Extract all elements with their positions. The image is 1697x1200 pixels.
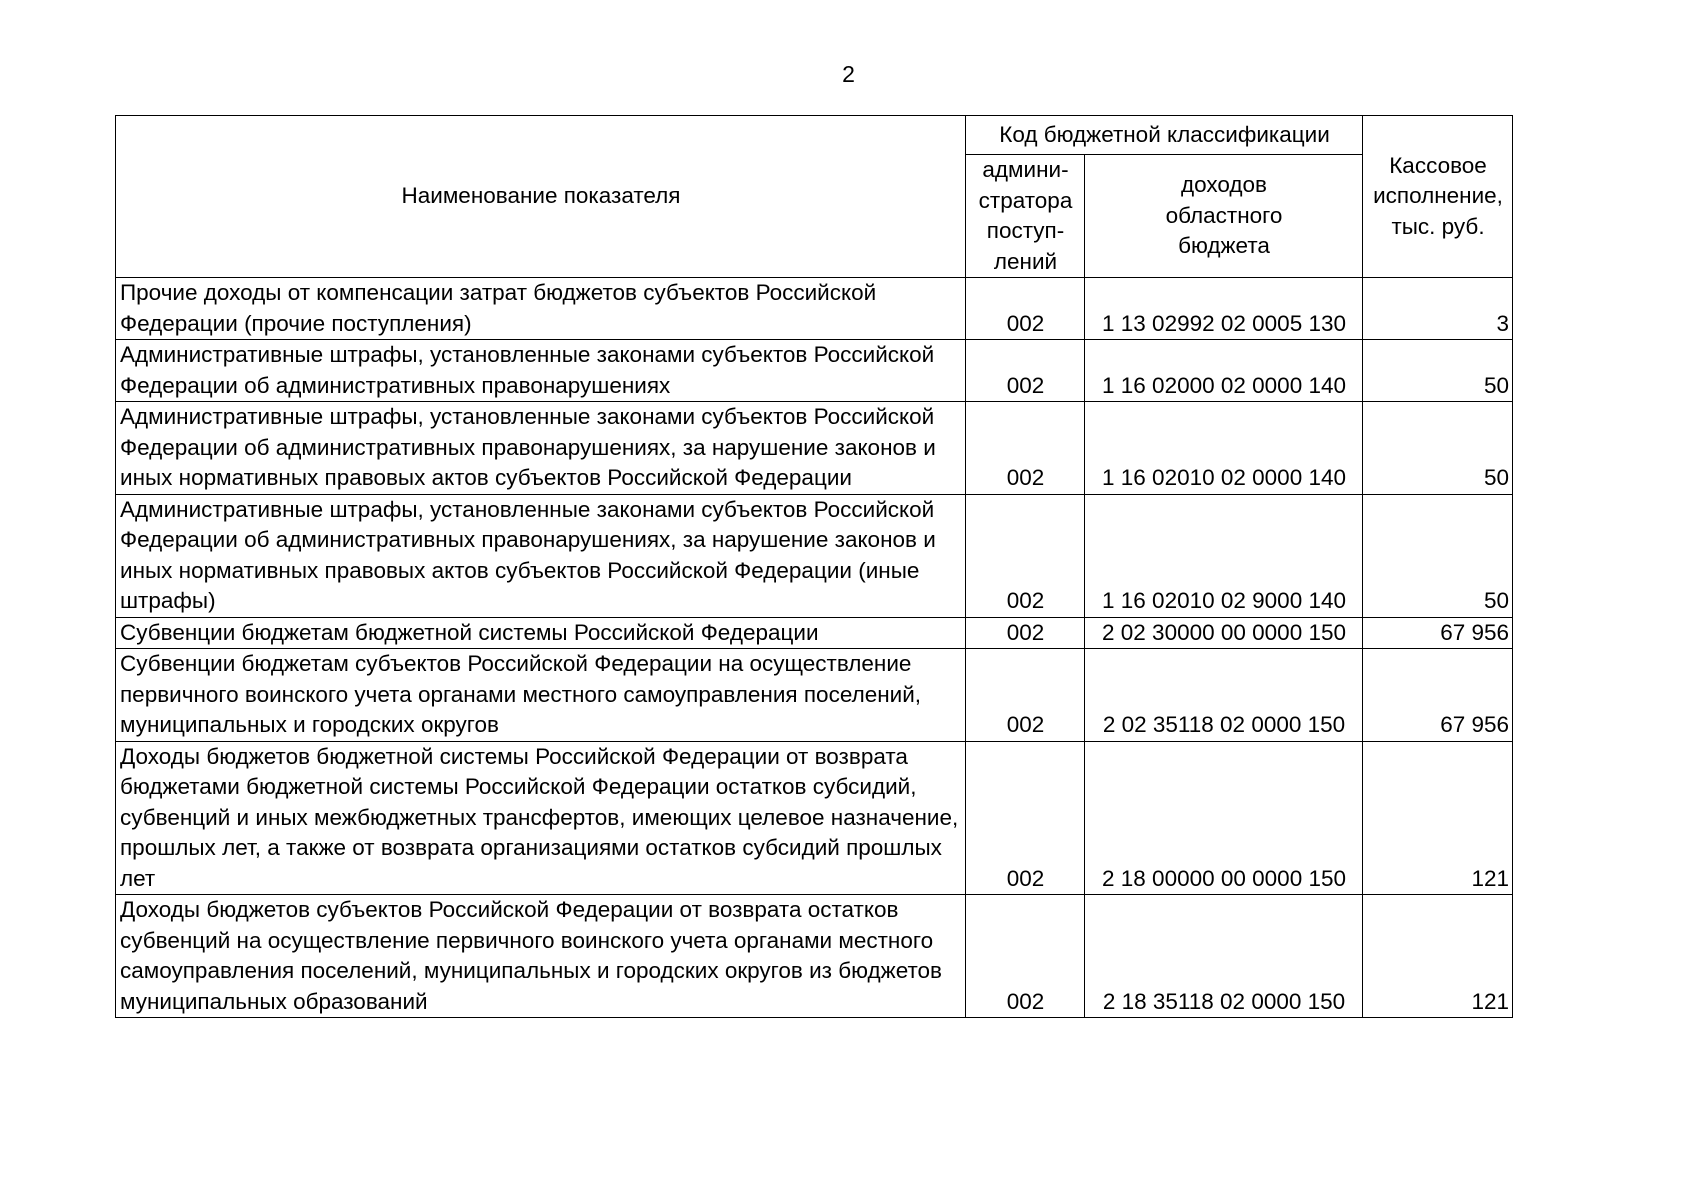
row-indicator-name: Прочие доходы от компенсации затрат бюджетов субъектов Российской Федерации (прочие поступления) [116,278,966,340]
table-row [116,278,1513,340]
table-body [116,278,1513,1018]
row-cash-execution-amount: 67 956 [1363,617,1513,649]
table-header [116,116,1513,278]
row-indicator-name: Доходы бюджетов субъектов Российской Федерации от возврата остатков субвенций на осуществление первичного воинского учета органами местного самоуправления поселений, муниципальных и городских округов из бюджетов муниципальных образований [116,895,966,1018]
table-row [116,649,1513,742]
row-income-code: 2 02 30000 00 0000 150 [1085,617,1363,649]
row-income-code: 1 16 02000 02 0000 140 [1085,340,1363,402]
page-number: 2 [842,61,855,87]
row-administrator-code: 002 [966,617,1085,649]
table-row [116,741,1513,895]
row-cash-execution-amount: 3 [1363,278,1513,340]
row-cash-execution-amount: 121 [1363,741,1513,895]
row-income-code: 2 02 35118 02 0000 150 [1085,649,1363,742]
header-revenue-administrator: админи- стратора поступ- лений [966,155,1085,278]
row-administrator-code: 002 [966,741,1085,895]
row-cash-execution-amount: 50 [1363,402,1513,495]
row-administrator-code: 002 [966,649,1085,742]
row-cash-execution-amount: 121 [1363,895,1513,1018]
row-indicator-name: Административные штрафы, установленные законами субъектов Российской Федерации об административных правонарушениях [116,340,966,402]
header-regional-budget-income: доходов областного бюджета [1085,155,1363,278]
row-administrator-code: 002 [966,895,1085,1018]
row-income-code: 2 18 35118 02 0000 150 [1085,895,1363,1018]
row-income-code: 1 13 02992 02 0005 130 [1085,278,1363,340]
row-cash-execution-amount: 67 956 [1363,649,1513,742]
table-row [116,617,1513,649]
header-budget-classification-code: Код бюджетной классификации [966,116,1363,155]
row-cash-execution-amount: 50 [1363,494,1513,617]
row-indicator-name: Субвенции бюджетам субъектов Российской Федерации на осуществление первичного воинского учета органами местного самоуправления поселений, муниципальных и городских округов [116,649,966,742]
row-income-code: 2 18 00000 00 0000 150 [1085,741,1363,895]
row-indicator-name: Административные штрафы, установленные законами субъектов Российской Федерации об административных правонарушениях, за нарушение законов и иных нормативных правовых актов субъектов Российской Федерации [116,402,966,495]
row-income-code: 1 16 02010 02 0000 140 [1085,402,1363,495]
row-administrator-code: 002 [966,402,1085,495]
header-cash-execution: Кассовое исполнение, тыс. руб. [1363,116,1513,278]
table-row [116,494,1513,617]
budget-income-table [115,115,1513,1018]
row-administrator-code: 002 [966,494,1085,617]
table-row [116,402,1513,495]
header-row-top [116,116,1513,155]
row-indicator-name: Субвенции бюджетам бюджетной системы Российской Федерации [116,617,966,649]
header-indicator-name: Наименование показателя [116,116,966,278]
row-cash-execution-amount: 50 [1363,340,1513,402]
row-administrator-code: 002 [966,340,1085,402]
row-administrator-code: 002 [966,278,1085,340]
table-row [116,895,1513,1018]
row-indicator-name: Доходы бюджетов бюджетной системы Российской Федерации от возврата бюджетами бюджетной системы Российской Федерации остатков субсидий, субвенций и иных межбюджетных трансфертов, имеющих целевое назначение, прошлых лет, а также от возврата организациями остатков субсидий прошлых лет [116,741,966,895]
row-income-code: 1 16 02010 02 9000 140 [1085,494,1363,617]
table-row [116,340,1513,402]
row-indicator-name: Административные штрафы, установленные законами субъектов Российской Федерации об административных правонарушениях, за нарушение законов и иных нормативных правовых актов субъектов Российской Федерации (иные штрафы) [116,494,966,617]
